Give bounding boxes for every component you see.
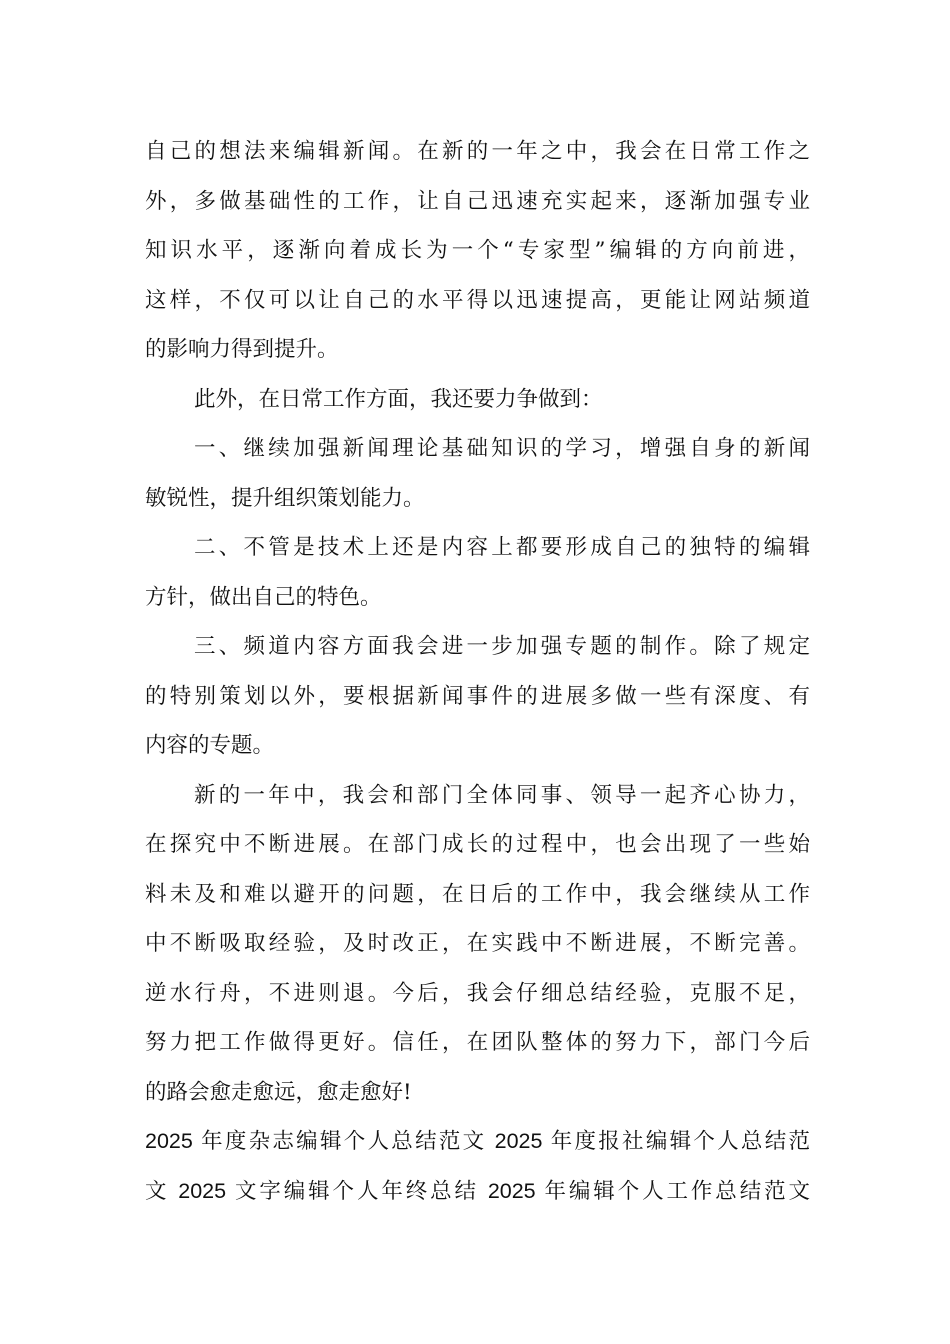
body-line: 中不断吸取经验，及时改正，在实践中不断进展，不断完善。 (145, 931, 810, 956)
body-line: 这样，不仅可以让自己的水平得以迅速提高，更能让网站频道 (145, 287, 810, 313)
body-line: 的特别策划以外，要根据新闻事件的进展多做一些有深度、有 (145, 683, 810, 709)
body-line: 方针，做出自己的特色。 (145, 584, 382, 610)
body-line: 努力把工作做得更好。信任，在团队整体的努力下，部门今后 (145, 1030, 810, 1055)
paragraph-start-line: 一、继续加强新闻理论基础知识的学习，增强自身的新闻 (194, 436, 810, 461)
body-line: 内容的专题。 (145, 733, 275, 758)
paragraph-start-line: 三、频道内容方面我会进一步加强专题的制作。除了规定 (194, 634, 810, 659)
document-body (145, 127, 810, 1216)
body-line: 在探究中不断进展。在部门成长的过程中，也会出现了一些始 (145, 832, 810, 857)
body-line: 的路会愈走愈远，愈走愈好! (145, 1079, 412, 1105)
paragraph-start-line: 二、不管是技术上还是内容上都要形成自己的独特的编辑 (194, 535, 810, 560)
body-line: 知识水平，逐渐向着成长为一个“专家型”编辑的方向前进， (145, 238, 810, 263)
body-line: 敏锐性，提升组织策划能力。 (145, 485, 425, 511)
paragraph-start-line: 此外，在日常工作方面，我还要力争做到： (194, 386, 603, 412)
body-line: 逆水行舟，不进则退。今后，我会仔细总结经验，克服不足， (145, 980, 810, 1006)
related-links-line: 文 2025 文字编辑个人年终总结 2025 年编辑个人工作总结范文 (145, 1178, 810, 1203)
body-line: 料未及和难以避开的问题，在日后的工作中，我会继续从工作 (145, 881, 810, 907)
related-links-line: 2025 年度杂志编辑个人总结范文 2025 年度报社编辑个人总结范 (145, 1129, 810, 1153)
body-line: 的影响力得到提升。 (145, 337, 339, 362)
body-line: 外，多做基础性的工作，让自己迅速充实起来，逐渐加强专业 (145, 188, 810, 214)
body-line: 自己的想法来编辑新闻。在新的一年之中，我会在日常工作之 (145, 139, 810, 164)
paragraph-start-line: 新的一年中，我会和部门全体同事、领导一起齐心协力， (194, 782, 810, 808)
